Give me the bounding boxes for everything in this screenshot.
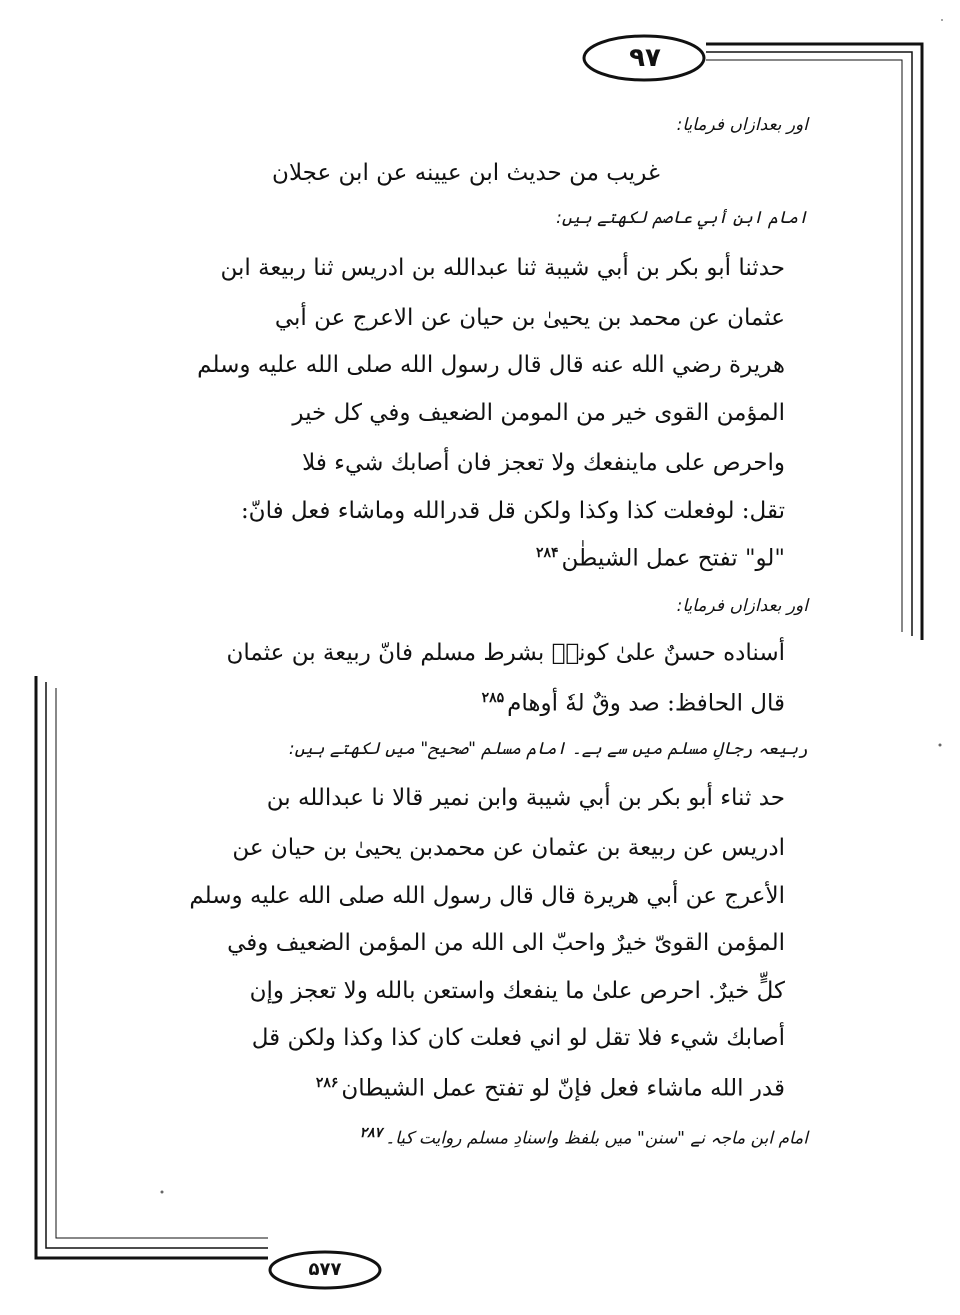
urdu-text-line <box>360 1125 808 1149</box>
urdu-text-line <box>677 115 808 135</box>
line-text: امام ابن ماجہ نے "سنن" میں بلفظ واسنادِ مسلم روایت کیا۔ <box>385 1128 808 1149</box>
footnote-marker: ۲۸۷ <box>359 1125 383 1141</box>
arabic-text-line <box>232 835 785 861</box>
line-text: ادريس عن ربيعة بن عثمان عن محمدبن يحيىٰ بن حيان عن <box>232 835 785 861</box>
arabic-text-line <box>220 255 785 281</box>
line-text: تقل: لوفعلت كذا وكذا ولكن قل قدرالله وماشاء فعل فانّ: <box>240 498 785 524</box>
line-text: عثمان عن محمد بن يحيىٰ بن حيان عن الاعرج عن أبي <box>274 305 785 331</box>
line-text: أسناده حسنٌ علىٰ كونهٖ بشرط مسلم فانّ ربيعة بن عثمان <box>226 640 785 666</box>
footnote-marker: ۲۸۴ <box>535 545 559 561</box>
line-text: المؤمن القوىّ خيرٌ واحبّ الى الله من المؤمن الضعيف وفي <box>227 930 785 956</box>
line-text: امام ابن أبي عاصم لکھتے ہیں: <box>556 208 808 228</box>
line-text: قال الحافظ: صد وقٌ لهٗ أوهام <box>507 690 785 717</box>
urdu-text-line <box>556 207 808 228</box>
arabic-text-line <box>189 883 785 909</box>
arabic-text-line <box>227 930 785 956</box>
line-text: اور بعدازاں فرمایا: <box>676 115 808 135</box>
arabic-text-line <box>275 305 785 331</box>
arabic-text-line <box>267 785 785 811</box>
arabic-text-line <box>536 545 785 572</box>
line-text: "لو" تفتح عمل الشيطٰن <box>561 545 785 572</box>
arabic-text-line <box>482 690 785 717</box>
arabic-text-line <box>241 498 785 524</box>
top-page-number: ۹۷ <box>629 43 661 73</box>
arabic-text-line <box>252 1025 785 1051</box>
bottom-page-number: ۵۷۷ <box>308 1259 342 1280</box>
line-text: هريرة رضي الله عنه قال قال رسول الله صلى الله عليه وسلم <box>197 352 785 378</box>
arabic-text-line <box>250 978 785 1004</box>
arabic-text-line <box>302 450 785 476</box>
line-text: كلٍّ خيرٌ. احرص علىٰ ما ينفعك واستعن بالله ولا تعجز وإن <box>249 978 785 1004</box>
line-text: ربیعہ رجالِ مسلم میں سے ہے۔ امام مسلم "صحیح" میں لکھتے ہیں: <box>288 739 808 759</box>
arabic-text-line <box>292 400 785 426</box>
line-text: حدثنا أبو بكر بن أبي شيبة ثنا عبدالله بن ادريس ثنا ربيعة ابن <box>220 255 785 281</box>
line-text: الأعرج عن أبي هريرة قال قال رسول الله صلى الله عليه وسلم <box>189 883 785 909</box>
footnote-marker: ۲۸۶ <box>315 1075 339 1091</box>
arabic-text-line <box>227 640 785 666</box>
line-text: واحرص على ماينفعك ولا تعجز فان أصابك شيء فلا <box>302 450 785 476</box>
line-text: أصابك شيء فلا تقل لو اني فعلت كان كذا وكذا ولكن قل <box>251 1025 785 1051</box>
line-text: المؤمن القوى خير من المومن الضعيف وفي كل خير <box>292 400 785 426</box>
line-text: غريب من حديث ابن عيينه عن ابن عجلان <box>272 160 660 186</box>
urdu-text-line <box>289 738 808 759</box>
arabic-centered-line <box>270 160 662 186</box>
line-text: قدر الله ماشاء فعل فإنّ لو تفتح عمل الشيطان <box>341 1075 785 1102</box>
footnote-marker: ۲۸۵ <box>481 690 505 706</box>
line-text: حد ثناء أبو بكر بن أبي شيبة وابن نمير قالا نا عبدالله بن <box>266 785 785 811</box>
arabic-text-line <box>197 352 785 378</box>
line-text: اور بعدازاں فرمایا: <box>676 596 808 616</box>
urdu-text-line <box>677 596 808 616</box>
arabic-text-line <box>316 1075 785 1102</box>
